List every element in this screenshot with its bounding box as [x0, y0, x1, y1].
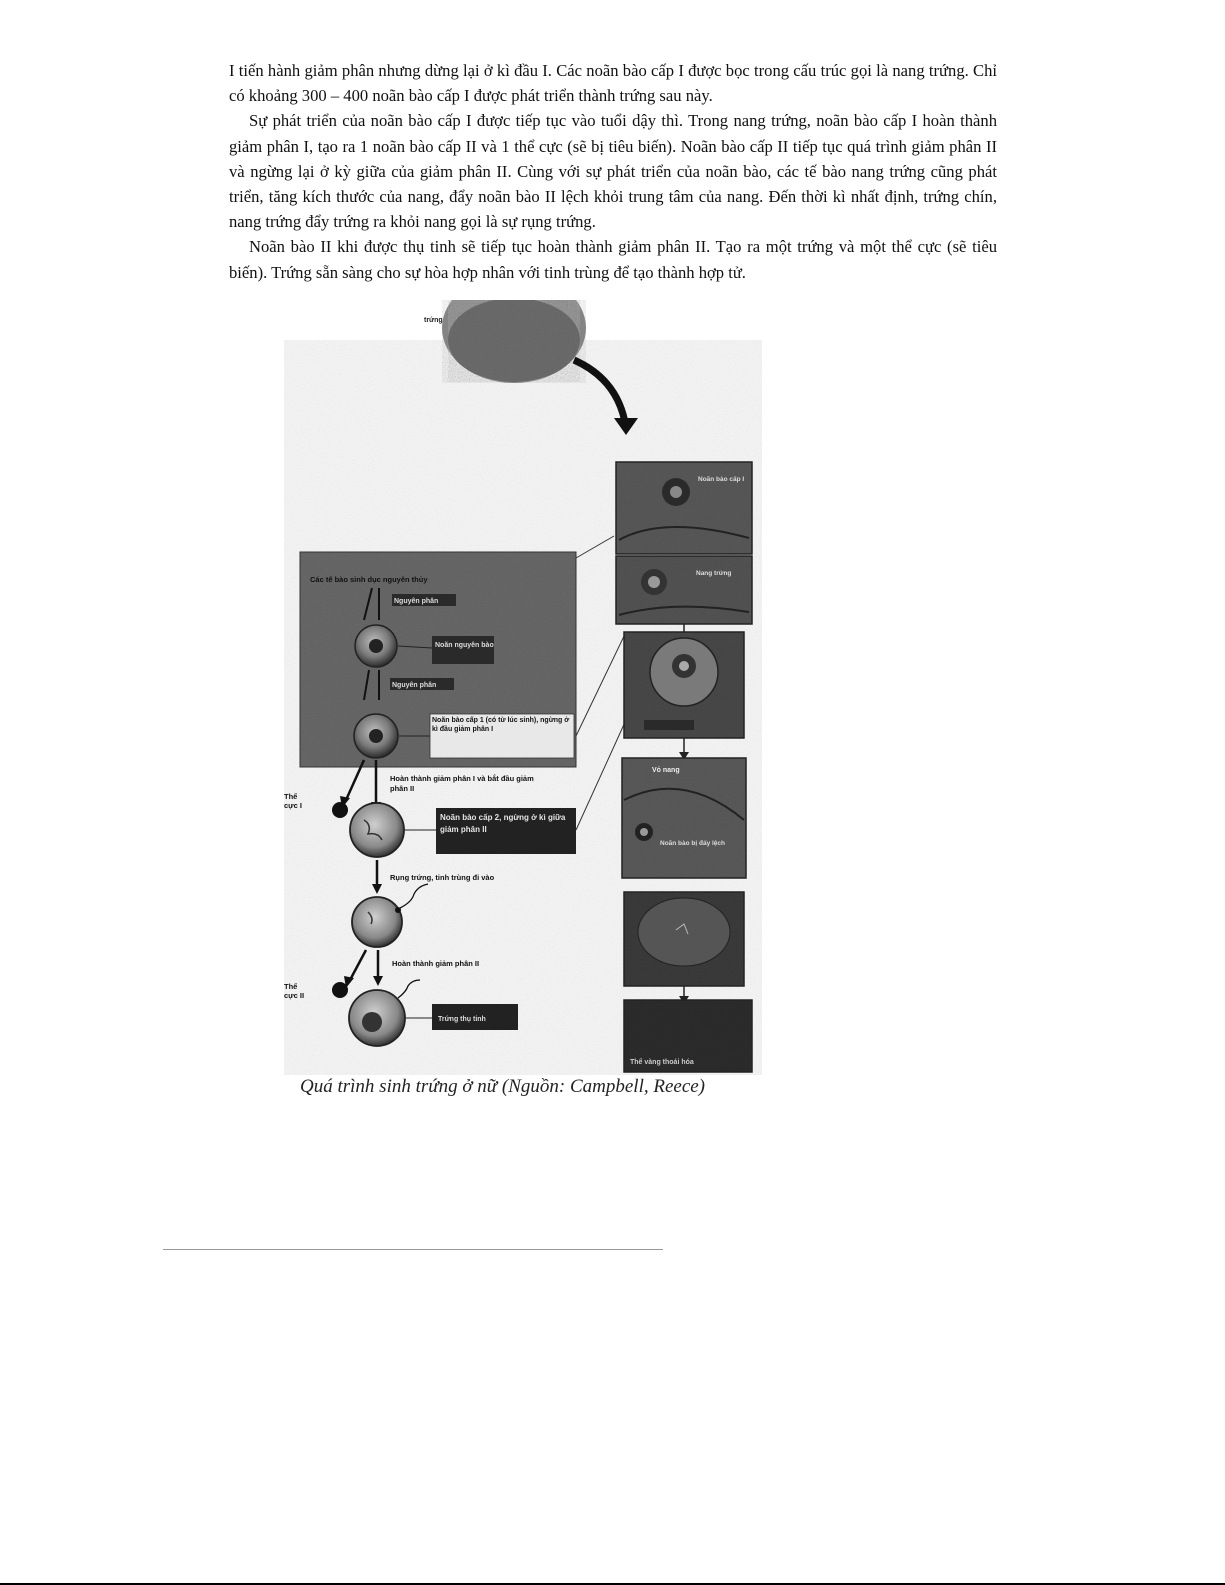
paragraph-3: Noãn bào II khi được thụ tinh sẽ tiếp tục hoàn thành giảm phân II. Tạo ra một trứng và một thể cực (sẽ tiêu biến). Trứng sẵn sàng cho sự hòa hợp nhân với tinh trùng để tạo thành hợp tử.: [229, 237, 997, 282]
fertilized-oocyte-cell: [352, 897, 402, 947]
secondary-oocyte-cell: [350, 803, 404, 857]
footnote-divider: [163, 1249, 663, 1250]
follicle-panel-2: [616, 556, 752, 624]
follicle-panel-6: [624, 1000, 752, 1072]
label-secondary-oocyte: Noãn bào cấp 2, ngừng ở kì giữa giảm phân II: [440, 813, 566, 834]
label-panel-4: Vỏ nang: [652, 767, 680, 774]
paragraph-2: Sự phát triển của noãn bào cấp I được tiếp tục vào tuổi dậy thì. Trong nang trứng, noãn bào cấp I hoàn thành giảm phân I, tạo ra 1 noãn bào cấp II và 1 thể cực (sẽ bị tiêu biến). Noãn bào cấp II tiếp tục quá trình giảm phân II và ngừng lại ở kỳ giữa của giảm phân II. Cùng với sự phát triển của noãn bào, các tế bào nang trứng cũng phát triển, tăng kích thước của nang, đẩy noãn bào II lệch khỏi trung tâm của nang. Đến thời kì nhất định, trứng chín, nang trứng đẩy trứng ra khỏi nang gọi là sự rụng trứng.: [229, 111, 997, 232]
body-text: [229, 58, 997, 285]
label-panel-4b: Noãn bào bị đẩy lệch: [660, 840, 726, 847]
oogenesis-figure: [284, 300, 762, 1080]
polar-body-1: [332, 802, 348, 818]
label-mitosis-2: Nguyên phân: [392, 682, 437, 689]
label-polar-body-2: Thể cực II: [284, 982, 305, 1000]
follicle-panel-4: [622, 758, 746, 878]
label-panel-6: Thể vàng thoái hóa: [630, 1059, 694, 1066]
follicle-panel-5: [624, 892, 744, 986]
oogenesis-diagram: [284, 300, 762, 1080]
left-panel: [300, 552, 576, 767]
paragraph-1: I tiến hành giảm phân nhưng dừng lại ở kì đầu I. Các noãn bào cấp I được bọc trong cấu trúc gọi là nang trứng. Chỉ có khoảng 300 – 400 noãn bào cấp I được phát triển thành trứng sau này.: [229, 61, 997, 106]
label-primary-oocyte: Noãn bào cấp 1 (có từ lúc sinh), ngừng ở kì đầu giảm phân I: [432, 717, 570, 733]
label-zygote: Trứng thụ tinh: [438, 1016, 486, 1023]
polar-body-2: [332, 982, 348, 998]
figure-caption: Quá trình sinh trứng ở nữ (Nguồn: Campbell, Reece): [300, 1076, 706, 1097]
label-panel-2: Nang trứng: [696, 570, 732, 577]
follicle-panels: [616, 462, 752, 1072]
label-complete-meiosis-2: Hoàn thành giảm phân II: [392, 959, 480, 968]
label-ovulation: Rụng trứng, tinh trùng đi vào: [390, 873, 495, 882]
label-complete-meiosis-1: Hoàn thành giảm phân I và bắt đầu giảm phân II: [390, 774, 534, 793]
label-germ-cells: Các tế bào sinh dục nguyên thủy: [310, 575, 428, 584]
label-oogonium: Noãn nguyên bào: [435, 642, 494, 649]
top-partial-label: trứng: [424, 317, 443, 324]
label-polar-body-1: Thể cực I: [284, 792, 302, 810]
label-panel-1: Noãn bào cấp I: [698, 476, 745, 483]
follicle-panel-1: [616, 462, 752, 554]
follicle-panel-3: [624, 632, 744, 738]
label-mitosis-1: Nguyên phân: [394, 598, 439, 605]
